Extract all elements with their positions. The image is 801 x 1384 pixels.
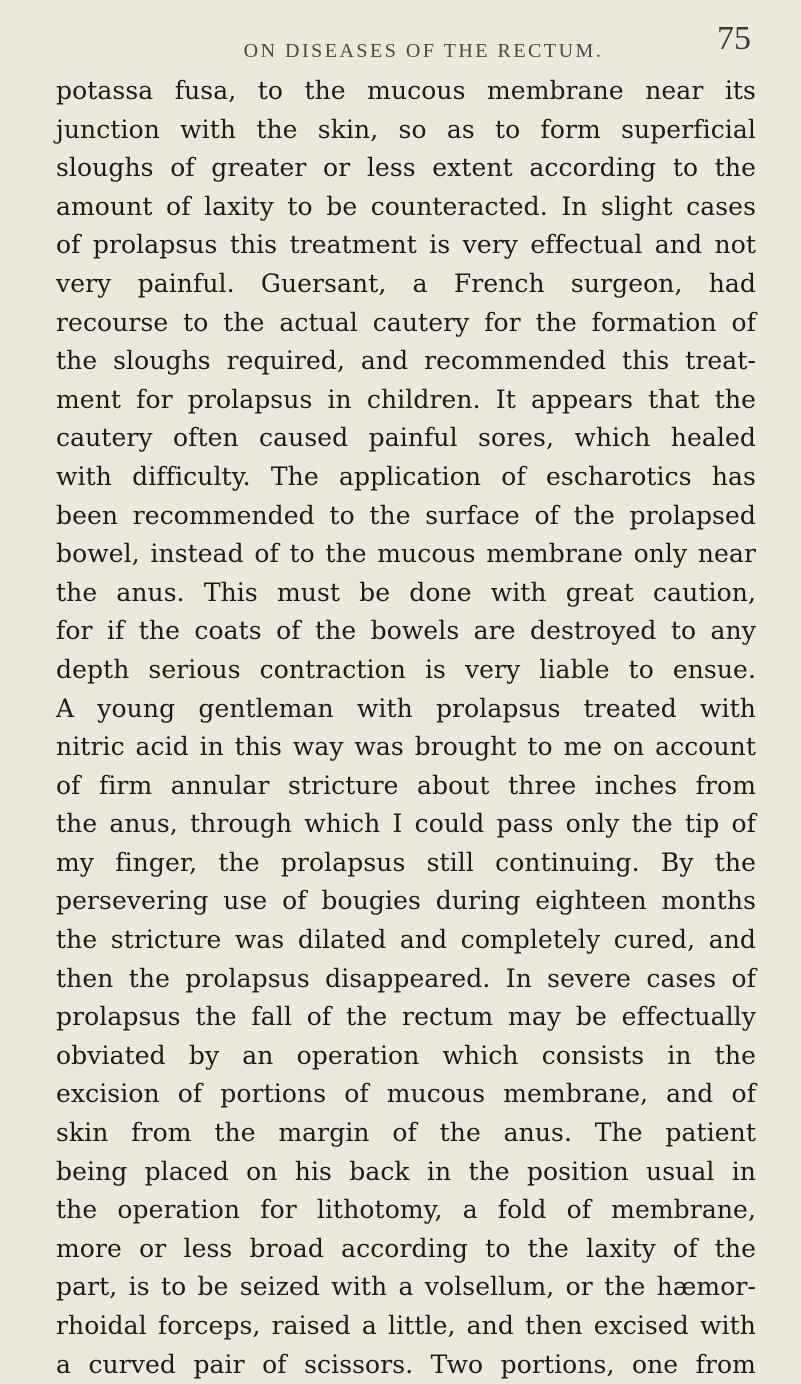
text-line: the anus, through which I could pass only the tip of	[56, 809, 756, 839]
text-line: junction with the skin, so as to form superficial	[56, 114, 756, 144]
text-line: nitric acid in this way was brought to me on account	[56, 732, 756, 762]
text-line: sloughs of greater or less extent according to the	[56, 153, 756, 183]
text-line: with difficulty. The application of escharotics has	[56, 461, 756, 491]
page-header	[56, 14, 751, 70]
body-text	[56, 72, 756, 1384]
text-line: cautery often caused painful sores, which healed	[56, 423, 756, 453]
text-line: A young gentleman with prolapsus treated with	[56, 693, 756, 723]
text-line: rhoidal forceps, raised a little, and then excised with	[56, 1311, 756, 1340]
text-line: more or less broad according to the laxity of the	[56, 1233, 756, 1263]
text-line: amount of laxity to be counteracted. In slight cases	[56, 191, 756, 221]
page-number: 75	[717, 20, 751, 57]
text-line: excision of portions of mucous membrane, and of	[56, 1079, 756, 1109]
text-line: of firm annular stricture about three inches from	[56, 770, 756, 800]
text-line: prolapsus the fall of the rectum may be effectually	[56, 1002, 756, 1032]
text-line: potassa fusa, to the mucous membrane near its	[56, 76, 756, 105]
text-line: obviated by an operation which consists in the	[56, 1040, 756, 1070]
text-line: persevering use of bougies during eighteen months	[56, 886, 756, 916]
text-line: been recommended to the surface of the prolapsed	[56, 500, 756, 530]
text-line: very painful. Guersant, a French surgeon, had	[56, 268, 756, 298]
text-line: then the prolapsus disappeared. In severe cases of	[56, 963, 756, 993]
text-line: the operation for lithotomy, a fold of membrane,	[56, 1195, 756, 1225]
text-line: the sloughs required, and recommended this treat-	[56, 346, 756, 376]
text-line: my finger, the prolapsus still continuing. By the	[56, 847, 756, 877]
text-line: skin from the margin of the anus. The patient	[56, 1118, 756, 1148]
text-line: being placed on his back in the position usual in	[56, 1156, 756, 1186]
text-line: bowel, instead of to the mucous membrane only near	[56, 539, 756, 569]
text-line: ment for prolapsus in children. It appears that the	[56, 384, 756, 414]
text-line: for if the coats of the bowels are destroyed to any	[56, 616, 756, 646]
text-line: of prolapsus this treatment is very effectual and not	[56, 230, 756, 260]
text-line: the anus. This must be done with great caution,	[56, 577, 756, 607]
text-line: depth serious contraction is very liable to ensue.	[56, 654, 756, 684]
running-head: ON DISEASES OF THE RECTUM.	[243, 40, 604, 62]
text-line: a curved pair of scissors. Two portions, one from	[56, 1349, 756, 1379]
text-line: part, is to be seized with a volsellum, or the hæmor-	[56, 1272, 756, 1302]
text-line: recourse to the actual cautery for the formation of	[56, 307, 756, 337]
text-line: the stricture was dilated and completely cured, and	[56, 925, 756, 955]
